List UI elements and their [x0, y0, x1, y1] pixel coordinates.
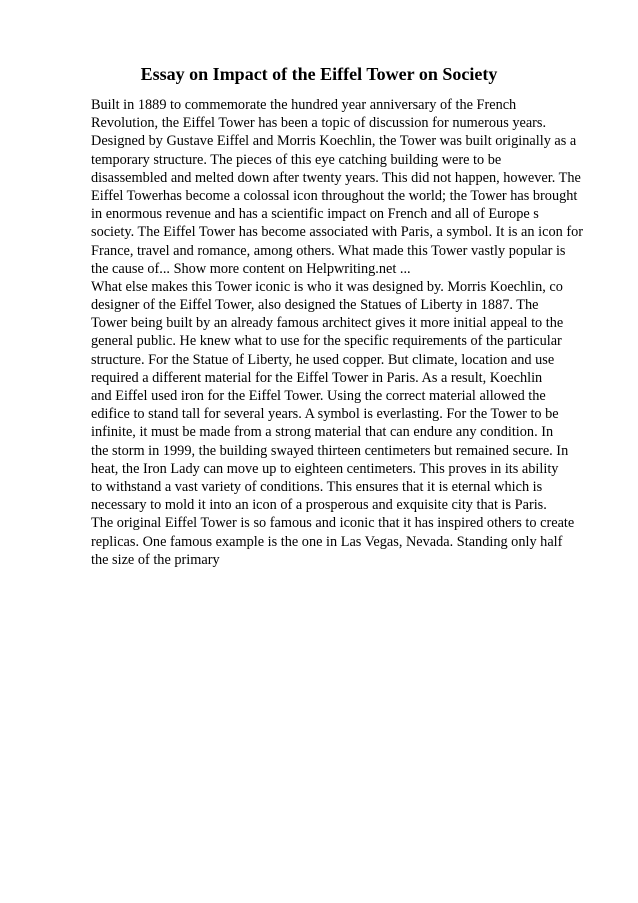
body-line: necessary to mold it into an icon of a prosperous and exquisite city that is Paris.	[91, 497, 547, 514]
body-line: required a different material for the Eiffel Tower in Paris. As a result, Koechlin	[91, 369, 543, 386]
body-line: What else makes this Tower iconic is who it was designed by. Morris Koechlin, co	[91, 278, 563, 295]
body-line: Revolution, the Eiffel Tower has been a topic of discussion for numerous years.	[91, 115, 547, 132]
body-line: disassembled and melted down after twenty years. This did not happen, however. The	[91, 169, 581, 186]
body-line: temporary structure. The pieces of this eye catching building were to be	[91, 151, 502, 168]
body-line: Built in 1889 to commemorate the hundred year anniversary of the French	[91, 97, 517, 113]
body-line: to withstand a vast variety of conditions. This ensures that it is eternal which is	[91, 478, 543, 495]
body-line: edifice to stand tall for several years. A symbol is everlasting. For the Tower to be	[91, 406, 559, 423]
document-title: Essay on Impact of the Eiffel Tower on Society	[140, 64, 498, 84]
body-line: Tower being built by an already famous architect gives it more initial appeal to the	[91, 315, 564, 332]
body-line: the size of the primary	[91, 551, 220, 568]
body-line: The original Eiffel Tower is so famous and iconic that it has inspired others to create	[91, 515, 575, 532]
body-line: general public. He knew what to use for the specific requirements of the particular	[91, 333, 562, 350]
body-line: the storm in 1999, the building swayed thirteen centimeters but remained secure. In	[91, 442, 569, 459]
body-line: in enormous revenue and has a scientific impact on French and all of Europe s	[91, 206, 539, 223]
document-body	[91, 96, 611, 569]
body-line: Eiffel Towerhas become a colossal icon throughout the world; the Tower has brought	[91, 187, 578, 204]
body-line: France, travel and romance, among others. What made this Tower vastly popular is	[91, 242, 566, 259]
body-line: structure. For the Statue of Liberty, he used copper. But climate, location and use	[91, 351, 555, 368]
body-line: infinite, it must be made from a strong material that can endure any condition. In	[91, 424, 554, 441]
body-line: the cause of... Show more content on Helpwriting.net ...	[91, 260, 411, 277]
body-line: society. The Eiffel Tower has become associated with Paris, a symbol. It is an icon for	[91, 224, 583, 241]
body-line: heat, the Iron Lady can move up to eighteen centimeters. This proves in its ability	[91, 460, 559, 477]
body-line: designer of the Eiffel Tower, also designed the Statues of Liberty in 1887. The	[91, 297, 539, 314]
body-line: replicas. One famous example is the one in Las Vegas, Nevada. Standing only half	[91, 533, 563, 550]
body-line: and Eiffel used iron for the Eiffel Tower. Using the correct material allowed the	[91, 388, 546, 404]
body-line: Designed by Gustave Eiffel and Morris Koechlin, the Tower was built originally as a	[91, 133, 577, 150]
